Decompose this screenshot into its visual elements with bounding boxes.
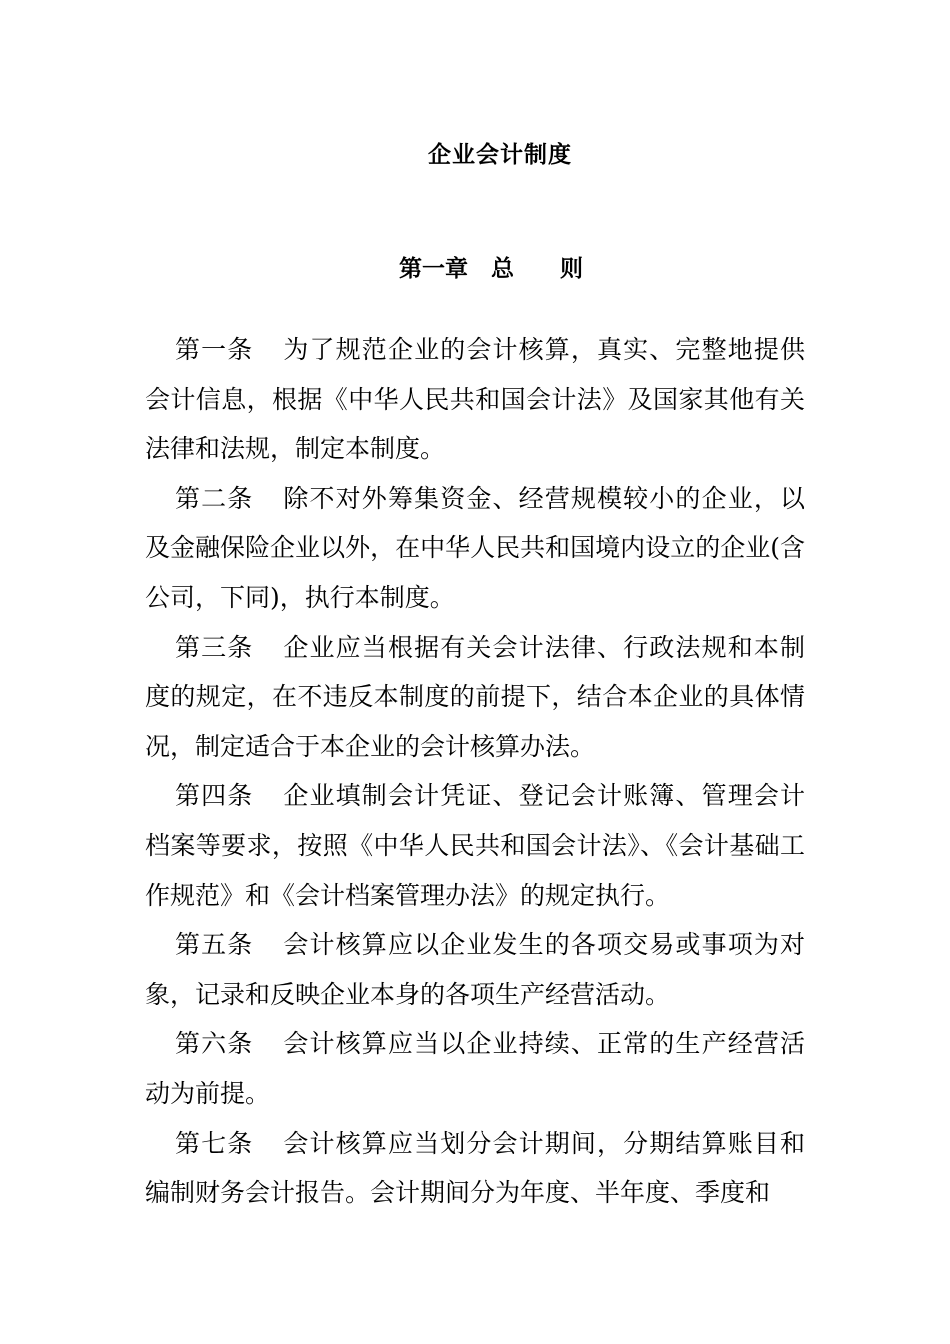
article-text: 会计核算应当以企业持续、正常的生产经营活动为前提。 [145, 1029, 805, 1108]
article-label: 第五条 [175, 930, 254, 960]
article-label: 第三条 [175, 632, 254, 662]
article-7 [145, 1119, 805, 1218]
article-4 [145, 771, 805, 920]
article-2 [145, 474, 805, 623]
article-text: 为了规范企业的会计核算，真实、完整地提供会计信息，根据《中华人民共和国会计法》及国家其他有关法律和法规，制定本制度。 [145, 335, 805, 464]
chapter-title: 第一章 总 则 [399, 256, 583, 282]
article-text: 企业应当根据有关会计法律、行政法规和本制度的规定，在不违反本制度的前提下，结合本企业的具体情况，制定适合于本企业的会计核算办法。 [145, 632, 805, 761]
article-label: 第四条 [175, 781, 254, 811]
article-text: 除不对外筹集资金、经营规模较小的企业，以及金融保险企业以外，在中华人民共和国境内设立的企业(含公司，下同)，执行本制度。 [145, 483, 805, 612]
document-body [145, 325, 805, 1218]
article-label: 第二条 [175, 483, 254, 513]
document-title: 企业会计制度 [428, 142, 572, 168]
article-text: 会计核算应以企业发生的各项交易或事项为对象，记录和反映企业本身的各项生产经营活动。 [145, 930, 805, 1009]
article-text: 会计核算应当划分会计期间，分期结算账目和编制财务会计报告。会计期间分为年度、半年度、季度和 [145, 1128, 805, 1208]
article-label: 第六条 [175, 1029, 254, 1059]
article-label: 第一条 [175, 335, 254, 364]
article-3 [145, 623, 805, 772]
article-label: 第七条 [175, 1128, 254, 1158]
article-1 [145, 325, 805, 474]
article-text: 企业填制会计凭证、登记会计账簿、管理会计档案等要求，按照《中华人民共和国会计法》、《会计基础工作规范》和《会计档案管理办法》的规定执行。 [145, 781, 805, 910]
article-6 [145, 1019, 805, 1118]
article-5 [145, 920, 805, 1019]
